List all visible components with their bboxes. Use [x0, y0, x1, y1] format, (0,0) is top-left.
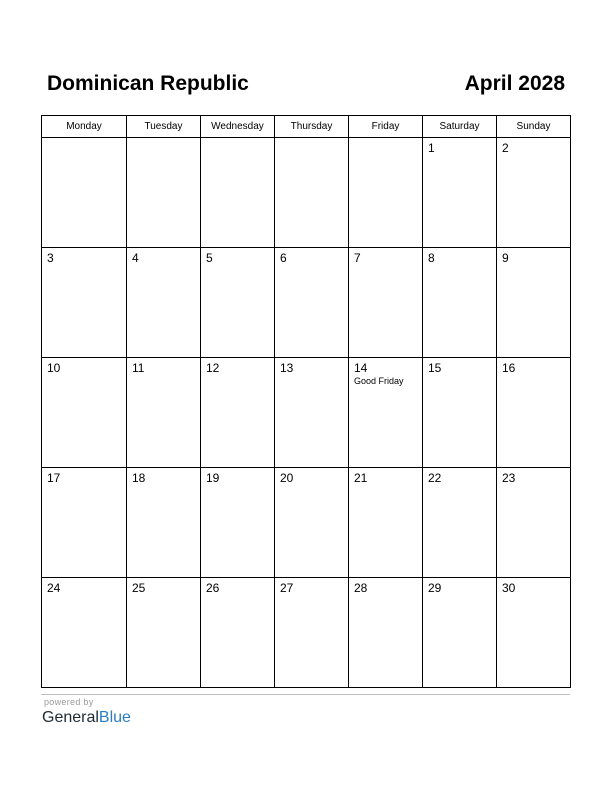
- day-number: [42, 138, 126, 141]
- day-cell: [275, 248, 349, 358]
- day-cell: [423, 468, 497, 578]
- day-number: 19: [206, 471, 220, 485]
- day-cell: [201, 138, 275, 248]
- day-number: [127, 138, 200, 141]
- day-number: 4: [132, 251, 139, 265]
- day-cell: [349, 358, 423, 468]
- calendar-grid: [41, 115, 571, 688]
- day-number: 12: [206, 361, 220, 375]
- day-cell: [42, 358, 127, 468]
- day-cell: [349, 138, 423, 248]
- week-row: [42, 468, 571, 578]
- week-row: [42, 138, 571, 248]
- day-cell: [201, 248, 275, 358]
- day-number: 20: [280, 471, 294, 485]
- footer-divider: [41, 694, 570, 695]
- day-number: 27: [280, 581, 294, 595]
- day-cell: [42, 468, 127, 578]
- weekday-header-sunday: Sunday: [497, 116, 571, 138]
- day-cell: [275, 578, 349, 688]
- powered-by-text: powered by: [44, 697, 94, 707]
- day-cell: [349, 578, 423, 688]
- weekday-header-saturday: Saturday: [423, 116, 497, 138]
- day-number: 6: [280, 251, 287, 265]
- day-cell: [275, 358, 349, 468]
- holiday-label: Good Friday: [354, 376, 404, 386]
- day-cell: [201, 468, 275, 578]
- day-cell: [127, 138, 201, 248]
- week-row: [42, 578, 571, 688]
- day-number: 2: [502, 141, 509, 155]
- day-cell: [127, 468, 201, 578]
- day-cell: [423, 358, 497, 468]
- day-number: 17: [47, 471, 61, 485]
- weekday-header-monday: Monday: [42, 116, 127, 138]
- day-number: 26: [206, 581, 220, 595]
- day-number: 14: [354, 361, 368, 375]
- day-number: 18: [132, 471, 146, 485]
- day-number: 7: [354, 251, 361, 265]
- day-cell: [127, 248, 201, 358]
- week-row: [42, 358, 571, 468]
- day-cell: [497, 358, 571, 468]
- day-cell: [42, 248, 127, 358]
- day-number: 5: [206, 251, 213, 265]
- brand-general-text: General: [42, 709, 99, 726]
- day-number: 16: [502, 361, 516, 375]
- day-number: 13: [280, 361, 294, 375]
- day-number: 30: [502, 581, 516, 595]
- day-number: [275, 138, 348, 141]
- weekday-header-row: [42, 116, 571, 138]
- day-number: [349, 138, 422, 141]
- day-cell: [201, 358, 275, 468]
- country-title: Dominican Republic: [47, 72, 249, 95]
- weekday-header-wednesday: Wednesday: [201, 116, 275, 138]
- day-cell: [275, 138, 349, 248]
- day-number: 8: [428, 251, 435, 265]
- day-cell: [127, 358, 201, 468]
- day-cell: [349, 468, 423, 578]
- day-cell: [349, 248, 423, 358]
- day-cell: [275, 468, 349, 578]
- day-number: 25: [132, 581, 146, 595]
- day-cell: [497, 248, 571, 358]
- day-number: 23: [502, 471, 516, 485]
- day-number: 21: [354, 471, 368, 485]
- day-cell: [497, 138, 571, 248]
- day-number: 29: [428, 581, 442, 595]
- day-cell: [423, 248, 497, 358]
- weekday-header-friday: Friday: [349, 116, 423, 138]
- day-number: 10: [47, 361, 61, 375]
- month-title: April 2028: [464, 72, 565, 95]
- day-cell: [42, 578, 127, 688]
- generalblue-logo[interactable]: [42, 708, 131, 728]
- day-number: 3: [47, 251, 54, 265]
- day-cell: [127, 578, 201, 688]
- day-cell: [497, 468, 571, 578]
- day-number: 9: [502, 251, 509, 265]
- day-cell: [201, 578, 275, 688]
- day-number: 15: [428, 361, 442, 375]
- day-cell: [423, 138, 497, 248]
- day-number: 1: [428, 141, 435, 155]
- brand-blue-text: Blue: [98, 709, 131, 726]
- day-cell: [423, 578, 497, 688]
- day-cell: [42, 138, 127, 248]
- day-number: 28: [354, 581, 368, 595]
- weekday-header-thursday: Thursday: [275, 116, 349, 138]
- day-cell: [497, 578, 571, 688]
- day-number: [201, 138, 274, 141]
- week-row: [42, 248, 571, 358]
- day-number: 22: [428, 471, 442, 485]
- day-number: 11: [132, 361, 145, 375]
- weekday-header-tuesday: Tuesday: [127, 116, 201, 138]
- day-number: 24: [47, 581, 61, 595]
